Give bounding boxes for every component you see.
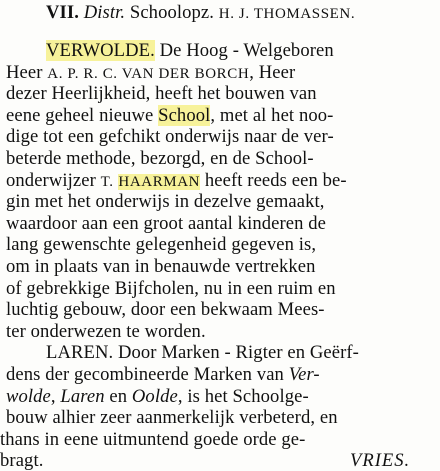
text-line: dezer Heerlijkheid, heeft het bouwen van xyxy=(6,83,317,105)
text-line: gin met het onderwijs in dezelve gemaakt, xyxy=(6,191,325,213)
text-span: heeft reeds een be- xyxy=(200,169,347,191)
text-line: dige tot een gefchikt onderwijs naar de ver- xyxy=(6,126,334,148)
highlighted-teacher-name: HAARMAN xyxy=(118,173,201,190)
italic-placename: Laren xyxy=(60,385,105,407)
text-line: lang gewenschte gelegenheid gegeven is, xyxy=(6,234,317,256)
text-line xyxy=(6,364,320,386)
district-header xyxy=(46,2,355,25)
teacher-initial: T. xyxy=(100,173,114,190)
text-span: Heer xyxy=(6,61,48,83)
text-line: om in plaats van in benauwde vertrekken xyxy=(6,256,316,277)
text-line xyxy=(6,386,309,408)
text-line: ter onderwezen te worden. xyxy=(6,320,206,342)
role-label: Schoolopz. xyxy=(129,2,215,23)
text-span: onderwijzer xyxy=(6,169,101,191)
text-span: dens der gecombineerde Marken van xyxy=(6,364,289,385)
text-span: eene geheel nieuwe xyxy=(6,104,159,126)
highlighted-placename: VERWOLDE. xyxy=(46,40,155,61)
text-span: , is het Schoolge- xyxy=(177,385,309,407)
district-label: Distr. xyxy=(83,2,126,23)
signature: VRIES. xyxy=(350,450,411,471)
text-line: bouw alhier zeer aanmerkelijk verbeterd, en xyxy=(6,407,338,429)
section-number: VII. xyxy=(46,2,79,23)
text-span: bragt. xyxy=(0,450,44,471)
lord-name: A. P. R. C. VAN DER BORCH xyxy=(47,65,250,82)
inspector-name: H. J. THOMASSEN. xyxy=(218,6,356,22)
text-line xyxy=(6,105,333,127)
text-line xyxy=(0,429,305,451)
text-line xyxy=(0,450,411,471)
text-span: , met al het noo- xyxy=(210,104,334,126)
text-line: LAREN. Door Marken - Rigter en Geërf- xyxy=(46,342,359,364)
highlighted-school: School xyxy=(158,104,211,126)
text-line: luchtig gebouw, door een bekwaam Mees- xyxy=(6,299,325,321)
text-line: of gebrekkige Bijfcholen, nu in een ruim en xyxy=(6,277,336,299)
italic-placename: Oolde xyxy=(131,385,178,407)
italic-placename: wolde xyxy=(6,385,51,407)
text-line: beterde methode, bezorgd, en de School- xyxy=(6,148,314,169)
text-line xyxy=(46,40,334,62)
italic-placename: Ver- xyxy=(288,364,320,385)
text-span: thans in eene uitmuntend goede orde ge- xyxy=(0,428,306,450)
text-span: , xyxy=(50,385,61,407)
text-line: waardoor aan een groot aantal kinderen de xyxy=(6,212,327,234)
text-line xyxy=(6,170,347,193)
text-span: De Hoog - Welgeboren xyxy=(154,40,334,61)
text-span: , Heer xyxy=(249,61,296,83)
text-line xyxy=(6,62,295,85)
text-span: en xyxy=(104,385,132,407)
